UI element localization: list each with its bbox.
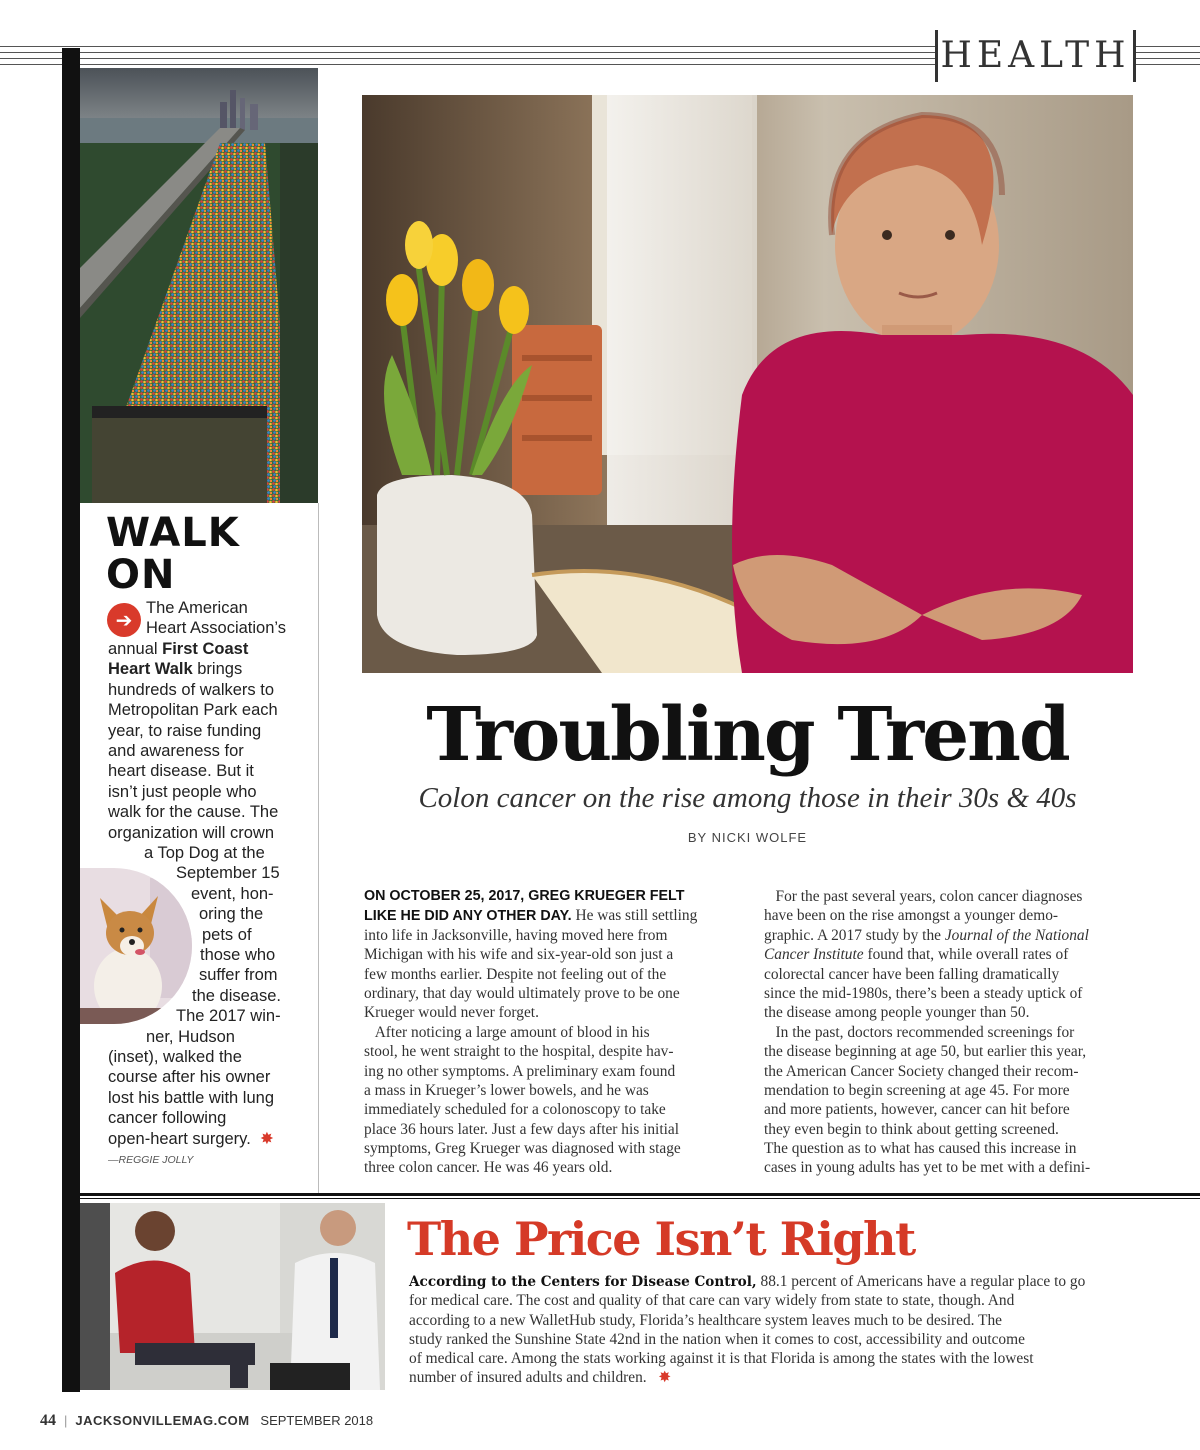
section-label: HEALTH (935, 30, 1136, 82)
article-text: found that, while overall rates of (863, 946, 1069, 964)
article-line: into life in Jacksonville, having moved here from (364, 926, 668, 944)
footer-date: SEPTEMBER 2018 (260, 1413, 374, 1428)
article-line (764, 945, 1090, 964)
sidebar-line: cancer following (108, 1109, 227, 1127)
article-lead: LIKE HE DID ANY OTHER DAY. (364, 908, 572, 925)
article-line: cases in young adults has yet to be met with a defini- (764, 1159, 1091, 1177)
footer-site: JACKSONVILLEMAG.COM (75, 1413, 250, 1428)
sidebar-line: pets of (202, 926, 252, 944)
sidebar-line (108, 659, 242, 679)
sidebar-line: and awareness for (108, 742, 244, 760)
price-line: study ranked the Sunshine State 42nd in the nation when it comes to cost, accessibility and outcome (409, 1330, 1025, 1348)
sidebar-line: ner, Hudson (146, 1028, 235, 1046)
sidebar-text-run: brings (192, 660, 243, 678)
sidebar-line: The 2017 win- (176, 1007, 281, 1025)
article-lead: ON OCTOBER 25, 2017, GREG KRUEGER FELT (364, 888, 685, 904)
sidebar-line: suffer from (199, 966, 278, 984)
end-mark-icon: ✸ (658, 1368, 672, 1387)
sidebar-line: organization will crown (108, 824, 274, 842)
page-number: 44 (40, 1412, 56, 1429)
article-line: they even begin to think about getting screened. (764, 1120, 1059, 1138)
sidebar-line: heart disease. But it (108, 762, 254, 780)
price-text: number of insured adults and children. (409, 1369, 647, 1387)
sidebar-line: Heart Association’s (146, 619, 287, 637)
section-divider (80, 1193, 1200, 1196)
doctor-patient-photo (80, 1203, 385, 1390)
sidebar-title-line: ON (106, 552, 176, 598)
article-line: and more patients, however, cancer can hit before (764, 1101, 1070, 1119)
article-line (764, 926, 1090, 945)
sidebar-title (106, 512, 240, 596)
article-line: since the mid-1980s, there’s been a steady uptick of (764, 984, 1083, 1002)
page-footer (40, 1412, 373, 1430)
article-column-1 (364, 887, 697, 1178)
article-line (364, 906, 697, 925)
sidebar-bold-text: Heart Walk (108, 660, 193, 678)
article-line: a mass in Krueger’s lower bowels, and he was (364, 1081, 649, 1099)
sidebar-line (108, 1129, 274, 1149)
sidebar-line: lost his battle with lung (108, 1089, 275, 1107)
article-line: symptoms, Greg Krueger was diagnosed with stage (364, 1140, 681, 1158)
left-accent-bar (62, 48, 80, 1392)
article-line: Krueger would never forget. (364, 1004, 539, 1022)
price-lead: According to the Centers for Disease Control, (409, 1274, 757, 1290)
article-column-2 (764, 887, 1090, 1178)
article-line: colorectal cancer have been falling dramatically (764, 965, 1060, 983)
journal-title: Journal of the National (944, 926, 1089, 944)
article-line: After noticing a large amount of blood in his (364, 1023, 650, 1041)
sidebar-line: hundreds of walkers to (108, 681, 275, 699)
article-subhead: Colon cancer on the rise among those in their 30s & 40s (418, 782, 1077, 814)
article-line: place 36 hours later. Just a few days after his initial (364, 1120, 679, 1138)
article-line: stool, he went straight to the hospital, despite hav- (364, 1043, 674, 1061)
sidebar-headline: The Price Isn’t Right (407, 1212, 915, 1266)
sidebar-bold-text: First Coast (162, 640, 249, 658)
sidebar-line: oring the (199, 905, 264, 923)
price-line: for medical care. The cost and quality of that care can vary widely from state to state, though. And (409, 1292, 1015, 1310)
red-arrow-circle-icon: ➔ (107, 603, 141, 637)
article-line: few months earlier. Despite not feeling out of the (364, 965, 667, 983)
main-portrait-photo (362, 95, 1133, 673)
article-line: three colon cancer. He was 46 years old. (364, 1159, 613, 1177)
sidebar-text-run: annual (108, 640, 163, 658)
article-line: have been on the rise amongst a younger demo- (764, 907, 1059, 925)
section-divider (80, 1198, 1200, 1199)
article-line: For the past several years, colon cancer diagnoses (764, 888, 1083, 905)
price-line (409, 1368, 1085, 1387)
sidebar-line: course after his owner (108, 1068, 271, 1086)
footer-separator: | (64, 1413, 68, 1428)
article-byline: BY NICKI WOLFE (687, 830, 808, 845)
sidebar-line (108, 639, 248, 659)
end-mark-icon: ✸ (259, 1129, 274, 1148)
photo-credit: —REGGIE JOLLY (108, 1154, 194, 1166)
article-text: He was still settling (571, 907, 698, 925)
article-line: mendation to begin screening at age 45. For more (764, 1081, 1070, 1099)
sidebar-title-line: WALK (106, 510, 240, 556)
sidebar-text-run: open-heart surgery. (108, 1130, 251, 1148)
journal-title: Cancer Institute (764, 946, 864, 964)
article-line: ordinary, that day would ultimately prove to be one (364, 984, 680, 1002)
sidebar-line: the disease. (192, 987, 281, 1005)
heart-walk-aerial-photo (80, 68, 318, 503)
article-line: ing no other symptoms. A preliminary exam found (364, 1062, 676, 1080)
article-line: the American Cancer Society changed their recom- (764, 1062, 1079, 1080)
price-line: according to a new WalletHub study, Florida’s healthcare system leaves much to be desired. The (409, 1311, 1002, 1329)
price-body (409, 1272, 1085, 1388)
price-text: 88.1 percent of Americans have a regular place to go (756, 1273, 1086, 1290)
sidebar-line: a Top Dog at the (144, 844, 265, 862)
article-line: Michigan with his wife and six-year-old son just a (364, 946, 674, 964)
sidebar-line: walk for the cause. The (108, 803, 279, 821)
sidebar-line: year, to raise funding (108, 722, 262, 740)
price-line (409, 1272, 1085, 1291)
sidebar-line: Metropolitan Park each (108, 701, 278, 719)
sidebar-line: The American (146, 599, 248, 617)
article-line: In the past, doctors recommended screenings for (764, 1023, 1075, 1041)
article-line: the disease among people younger than 50. (764, 1004, 1030, 1022)
article-line: the disease beginning at age 50, but earlier this year, (764, 1043, 1087, 1061)
sidebar-line: September 15 (176, 864, 280, 882)
article-line: immediately scheduled for a colonoscopy to take (364, 1101, 666, 1119)
sidebar-line: event, hon- (191, 885, 274, 903)
sidebar-line: those who (200, 946, 276, 964)
article-text: graphic. A 2017 study by the (764, 926, 945, 944)
sidebar-line: isn’t just people who (108, 783, 257, 801)
article-line: The question as to what has caused this increase in (764, 1140, 1077, 1158)
sidebar-line: (inset), walked the (108, 1048, 242, 1066)
price-line: of medical care. Among the stats working against it is that Florida is among the states with the lowest (409, 1350, 1034, 1368)
article-headline: Troubling Trend (426, 692, 1069, 778)
